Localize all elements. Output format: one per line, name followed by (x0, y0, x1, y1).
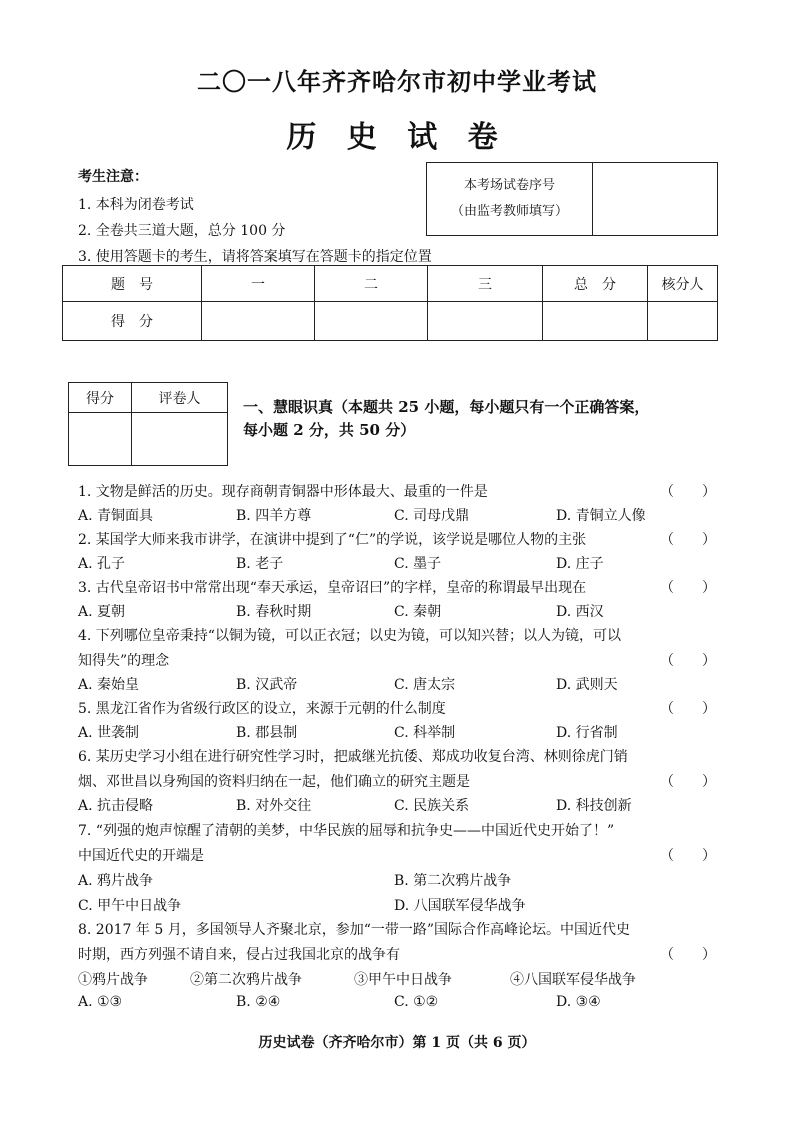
score-header: 题 号 (63, 266, 202, 302)
option: D. 武则天 (556, 677, 618, 693)
question-text: 知得失”的理念 (78, 653, 170, 669)
answer-paren: （ ） (660, 947, 716, 963)
question-text: 6. 某历史学习小组在进行研究性学习时，把戚继光抗倭、郑成功收复台湾、林则徐虎门销 (78, 749, 628, 765)
statement-item: ①鸦片战争 (78, 972, 148, 988)
option: D. 庄子 (556, 556, 604, 572)
option: A. 青铜面具 (78, 508, 154, 524)
option: C. 秦朝 (394, 604, 442, 620)
option: A. 鸦片战争 (78, 873, 154, 889)
option: B. 四羊方尊 (236, 508, 312, 524)
score-cell[interactable] (543, 302, 648, 341)
question-text: 时期，西方列强不请自来，侵占过我国北京的战争有 (78, 947, 400, 963)
answer-paren: （ ） (660, 701, 716, 717)
question-text: 烟、邓世昌以身殉国的资料归纳在一起，他们确立的研究主题是 (78, 774, 470, 790)
question-text: 7. “列强的炮声惊醒了清朝的美梦，中华民族的屈辱和抗争史——中国近代史开始了！” (78, 823, 615, 839)
option: A. 世袭制 (78, 725, 140, 741)
statement-item: ②第二次鸦片战争 (190, 972, 302, 988)
notice-heading: 考生注意： (78, 169, 148, 185)
option: D. 行省制 (556, 725, 618, 741)
score-header: 总 分 (543, 266, 648, 302)
statement-item: ④八国联军侵华战争 (510, 972, 636, 988)
notice-item: 2. 全卷共三道大题，总分 100 分 (78, 223, 286, 239)
score-cell[interactable] (315, 302, 428, 341)
score-table (62, 265, 718, 341)
option: B. 汉武帝 (236, 677, 298, 693)
grader-name-label: 评卷人 (132, 383, 228, 413)
option: C. 甲午中日战争 (78, 898, 182, 914)
seat-number-field[interactable] (593, 163, 718, 236)
score-header: 二 (315, 266, 428, 302)
answer-paren: （ ） (660, 848, 716, 864)
answer-paren: （ ） (660, 580, 716, 596)
option: D. 科技创新 (556, 798, 632, 814)
notice-item: 1. 本科为闭卷考试 (78, 197, 194, 213)
option: B. ②④ (236, 994, 281, 1010)
option: C. 唐太宗 (394, 677, 456, 693)
option: C. 司母戊鼎 (394, 508, 470, 524)
option: B. 郡县制 (236, 725, 298, 741)
option: C. 科举制 (394, 725, 456, 741)
option: B. 老子 (236, 556, 284, 572)
seat-number-box (426, 162, 718, 236)
page-footer: 历史试卷（齐齐哈尔市）第 1 页（共 6 页） (258, 1035, 536, 1051)
option: D. 西汉 (556, 604, 604, 620)
option: A. 秦始皇 (78, 677, 140, 693)
grader-name-cell[interactable] (132, 413, 228, 466)
answer-paren: （ ） (660, 774, 716, 790)
option: C. ①② (394, 994, 439, 1010)
seat-label-line1: 本考场试卷序号 (463, 178, 555, 193)
option: C. 民族关系 (394, 798, 470, 814)
option: C. 墨子 (394, 556, 442, 572)
question-text: 3. 古代皇帝诏书中常常出现“奉天承运，皇帝诏曰”的字样，皇帝的称谓最早出现在 (78, 580, 587, 596)
score-row-label: 得 分 (63, 302, 202, 341)
score-header: 三 (428, 266, 543, 302)
grader-box (68, 382, 228, 466)
option: D. 青铜立人像 (556, 508, 646, 524)
answer-paren: （ ） (660, 653, 716, 669)
section-heading-line1: 一、慧眼识真（本题共 25 小题，每小题只有一个正确答案， (243, 398, 650, 416)
question-text: 8. 2017 年 5 月，多国领导人齐聚北京，参加“一带一路”国际合作高峰论坛。中国近代史 (78, 922, 631, 938)
notice-item: 3. 使用答题卡的考生，请将答案填写在答题卡的指定位置 (78, 249, 432, 265)
question-text: 5. 黑龙江省作为省级行政区的设立，来源于元朝的什么制度 (78, 701, 446, 717)
score-cell[interactable] (648, 302, 718, 341)
score-cell[interactable] (428, 302, 543, 341)
exam-title: 二〇一八年齐齐哈尔市初中学业考试 (197, 67, 597, 96)
question-text: 1. 文物是鲜活的历史。现存商朝青铜器中形体最大、最重的一件是 (78, 484, 488, 500)
grader-score-label: 得分 (69, 383, 132, 413)
option: A. 夏朝 (78, 604, 126, 620)
answer-paren: （ ） (660, 532, 716, 548)
option: B. 春秋时期 (236, 604, 312, 620)
option: A. 孔子 (78, 556, 126, 572)
seat-number-label (427, 163, 593, 236)
question-text: 2. 某国学大师来我市讲学，在演讲中提到了“仁”的学说，该学说是哪位人物的主张 (78, 532, 587, 548)
option: A. 抗击侵略 (78, 798, 154, 814)
option: B. 对外交往 (236, 798, 312, 814)
question-text: 4. 下列哪位皇帝秉持“以铜为镜，可以正衣冠；以史为镜，可以知兴替；以人为镜，可以 (78, 628, 621, 644)
option: D. ③④ (556, 994, 601, 1010)
option: D. 八国联军侵华战争 (394, 898, 526, 914)
section-heading-line2: 每小题 2 分，共 50 分） (243, 421, 416, 439)
option: A. ①③ (78, 994, 123, 1010)
option: B. 第二次鸦片战争 (394, 873, 512, 889)
statement-item: ③甲午中日战争 (354, 972, 452, 988)
subject-title: 历 史 试 卷 (286, 120, 508, 155)
score-header: 一 (202, 266, 315, 302)
score-cell[interactable] (202, 302, 315, 341)
grader-score-cell[interactable] (69, 413, 132, 466)
seat-label-line2: （由监考教师填写） (450, 204, 568, 219)
score-header: 核分人 (648, 266, 718, 302)
answer-paren: （ ） (660, 484, 716, 500)
question-text: 中国近代史的开端是 (78, 848, 204, 864)
